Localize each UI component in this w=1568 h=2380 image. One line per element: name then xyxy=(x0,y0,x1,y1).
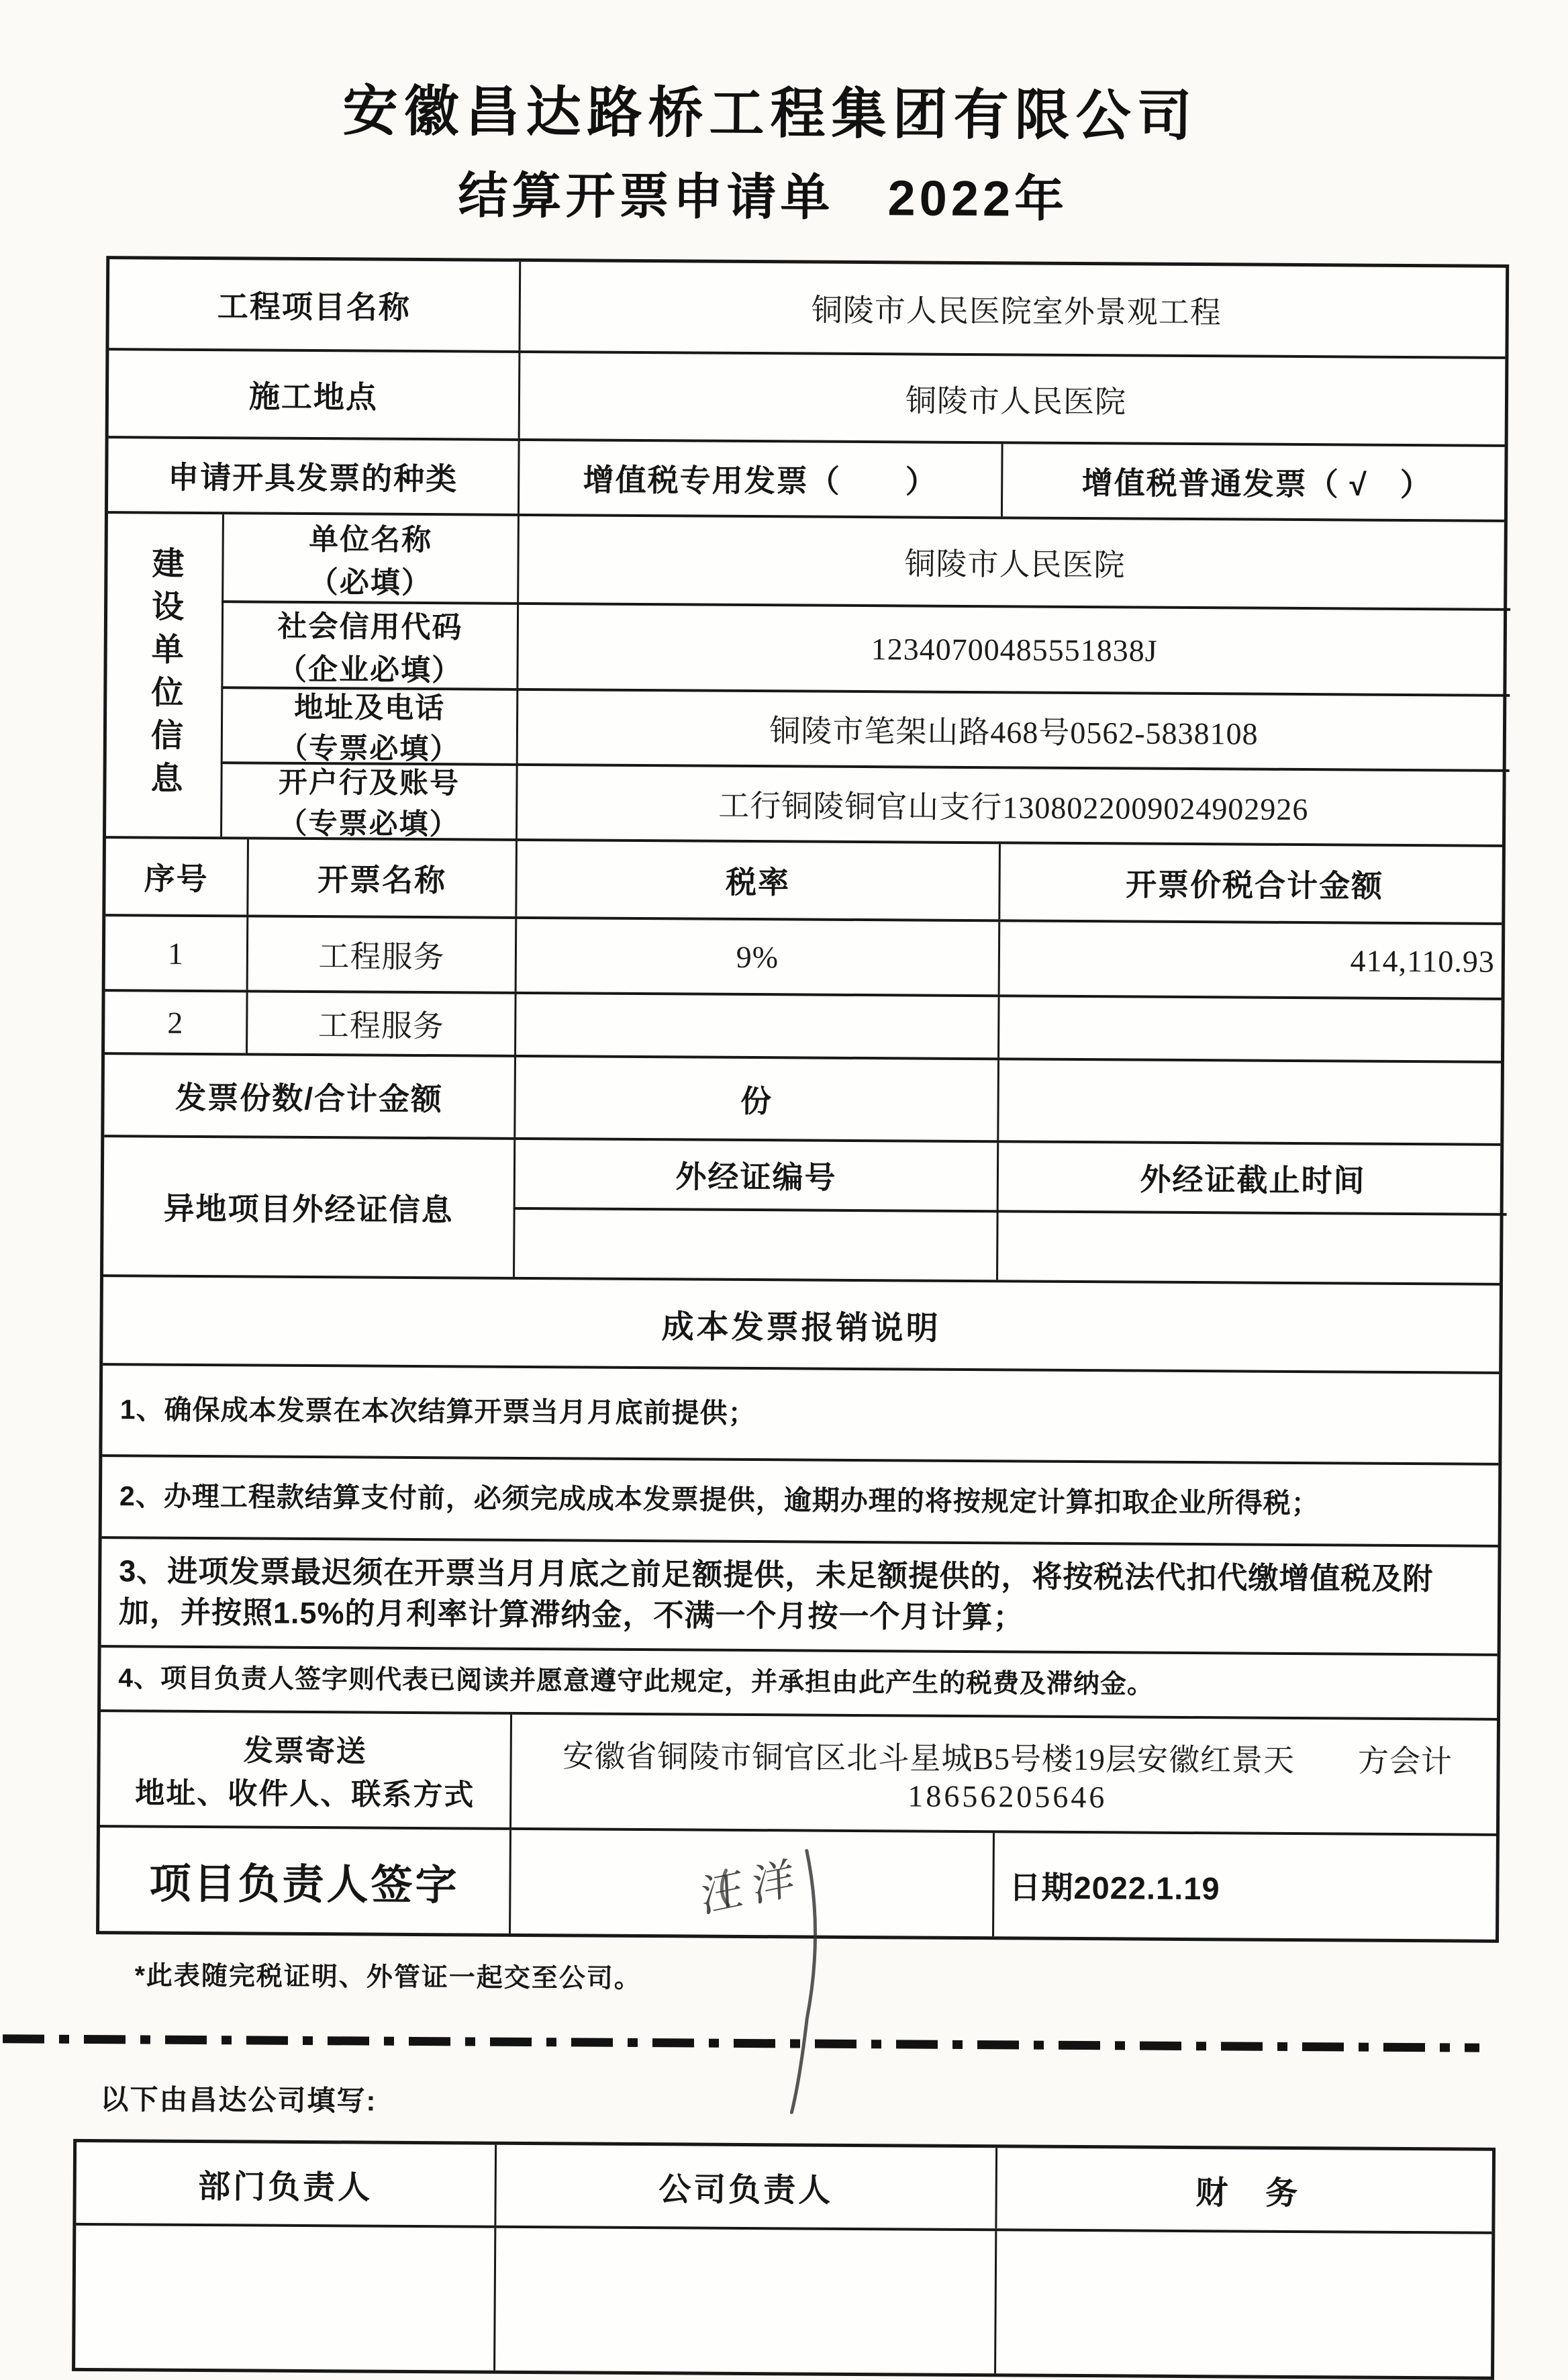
builder-group-label: 建设单位信息 xyxy=(145,546,183,804)
builder-address-phone-label: 地址及电话 （专票必填） xyxy=(221,686,517,763)
company-fill-note: 以下由昌达公司填写: xyxy=(100,2083,377,2117)
invoice-kind-special-option: 增值税专用发票（ ） xyxy=(518,441,1001,516)
company-approval-table xyxy=(72,2139,1496,2380)
overseas-cert-no-value xyxy=(513,1207,997,1280)
builder-credit-code-value: 12340700485551838J xyxy=(516,602,1510,694)
overseas-cert-deadline-header: 外经证截止时间 xyxy=(997,1143,1508,1213)
cost-notes-header: 成本发票报销说明 xyxy=(661,1308,941,1347)
item2-amount xyxy=(997,997,1508,1061)
project-name-value: 铜陵市人民医院室外景观工程 xyxy=(518,262,1512,356)
invoice-kind-label: 申请开具发票的种类 xyxy=(168,459,458,497)
cost-note-4-text: 4、项目负责人签字则代表已阅读并愿意遵守此规定，并承担由此产生的税费及滞纳金。 xyxy=(118,1663,1155,1699)
row-project-name xyxy=(109,259,1506,356)
approval-header-row xyxy=(76,2142,1492,2232)
company-title: 安徽昌达路桥工程集团有限公司 xyxy=(342,81,1198,148)
overseas-cert-block xyxy=(103,1135,1500,1283)
invoice-copies-unit: 份 xyxy=(513,1057,997,1140)
cost-note-1 xyxy=(102,1363,1499,1463)
invoice-kind-general-option: 增值税普通发票（ √ ） xyxy=(1001,444,1512,520)
row-construction-site xyxy=(109,348,1506,444)
item-row-2 xyxy=(105,989,1502,1061)
approval-signature-row xyxy=(75,2223,1491,2377)
invoice-copies-label: 发票份数/合计金额 xyxy=(175,1080,444,1116)
approval-header-company: 公司负责人 xyxy=(494,2145,995,2229)
signature: 汪洋 xyxy=(699,1852,805,1922)
row-mailing-info xyxy=(100,1709,1497,1834)
row-signoff xyxy=(99,1825,1496,1940)
item2-no: 2 xyxy=(167,1005,184,1040)
approval-dept-cell xyxy=(75,2226,494,2371)
construction-site-label: 施工地点 xyxy=(248,378,379,415)
mailing-value xyxy=(509,1715,1504,1834)
approval-header-finance: 财 务 xyxy=(995,2148,1499,2232)
cost-notes-header-row xyxy=(103,1274,1500,1372)
application-form-table xyxy=(96,256,1509,1943)
builder-unit-name-value: 铜陵市人民医院 xyxy=(517,516,1511,608)
dashed-separator xyxy=(3,2034,1479,2052)
builder-info-block xyxy=(106,511,1504,845)
builder-credit-code-label: 社会信用代码 （企业必填） xyxy=(221,600,517,688)
items-header-no: 序号 xyxy=(144,861,209,897)
item2-name: 工程服务 xyxy=(246,992,515,1054)
cost-note-1-text: 1、确保成本发票在本次结算开票当月月底前提供； xyxy=(119,1394,756,1429)
builder-unit-name-label: 单位名称 （必填） xyxy=(222,514,518,602)
items-header-amount: 开票价税合计金额 xyxy=(998,844,1509,922)
signoff-date: 日期2022.1.19 xyxy=(992,1833,1503,1940)
items-header-row xyxy=(105,836,1502,922)
cost-note-4 xyxy=(101,1645,1498,1718)
mailing-address-line: 安徽省铜陵市铜官区北斗星城B5号楼19层安徽红景天 方会计 xyxy=(562,1738,1453,1778)
cost-note-3 xyxy=(101,1536,1498,1654)
signoff-signature-cell xyxy=(509,1830,993,1936)
project-name-label: 工程项目名称 xyxy=(217,289,411,325)
construction-site-value: 铜陵市人民医院 xyxy=(518,353,1512,444)
signoff-label: 项目负责人签字 xyxy=(149,1860,460,1909)
item1-rate: 9% xyxy=(515,919,999,994)
item-row-1 xyxy=(105,914,1502,998)
scanned-form-page xyxy=(0,65,1568,2290)
items-header-name: 开票名称 xyxy=(246,839,516,916)
mailing-label: 发票寄送 地址、收件人、联系方式 xyxy=(135,1734,475,1812)
overseas-cert-no-header: 外经证编号 xyxy=(513,1140,997,1210)
row-invoice-kind xyxy=(108,436,1505,520)
item1-amount: 414,110.93 xyxy=(998,922,1509,998)
items-header-rate: 税率 xyxy=(515,841,999,919)
approval-header-dept: 部门负责人 xyxy=(198,2169,373,2206)
footnote: *此表随完税证明、外管证一起交至公司。 xyxy=(134,1961,642,1994)
item1-name: 工程服务 xyxy=(246,917,516,991)
item2-rate xyxy=(514,994,998,1057)
approval-finance-cell xyxy=(994,2231,1498,2377)
overseas-cert-label: 异地项目外经证信息 xyxy=(163,1190,454,1228)
overseas-cert-deadline-value xyxy=(996,1210,1507,1283)
invoice-copies-empty-cell xyxy=(997,1060,1508,1143)
cost-note-2 xyxy=(102,1454,1499,1545)
builder-address-phone-value: 铜陵市笔架山路468号0562-5838108 xyxy=(516,688,1510,769)
cost-note-2-text: 2、办理工程款结算支付前，必须完成成本发票提供，逾期办理的将按规定计算扣取企业所得税； xyxy=(119,1480,1320,1519)
row-invoice-copies xyxy=(104,1052,1501,1143)
item1-no: 1 xyxy=(167,936,185,971)
cost-note-3-text: 3、进项发票最迟须在开票当月月底之前足额提供，未足额提供的，将按税法代扣代缴增值税及附加，并按照1.5%的月利率计算滞纳金，不满一个月按一个月计算； xyxy=(118,1554,1434,1635)
builder-bank-account-label: 开户行及账号 （专票必填） xyxy=(220,761,516,839)
form-title: 结算开票申请单 2022年 xyxy=(458,167,1069,227)
approval-company-cell xyxy=(493,2228,995,2374)
mailing-phone-line: 18656205646 xyxy=(908,1778,1108,1814)
builder-bank-account-value: 工行铜陵铜官山支行1308022009024902926 xyxy=(516,763,1510,845)
